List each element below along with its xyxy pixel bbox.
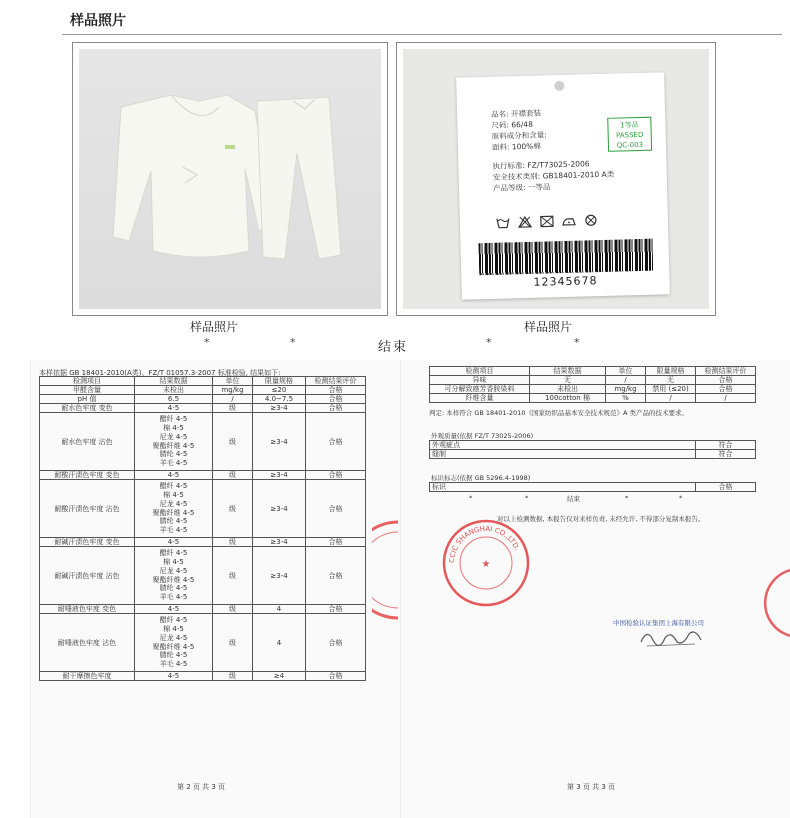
report-table-right (429, 366, 756, 403)
hand-wash-icon (540, 215, 554, 227)
result-line: 尼龙 4-5 (159, 499, 188, 508)
cell-item: 异味 (430, 376, 530, 385)
table-header: 限量规格 (646, 367, 696, 376)
cell-limit: 禁用 (≤20) (646, 385, 696, 394)
separator-star: * (574, 336, 580, 349)
result-line: 聚酯纤维 4-5 (152, 441, 195, 450)
table-row (40, 547, 366, 605)
cell-unit: 级 (213, 480, 253, 538)
table-header: 检测项目 (40, 377, 135, 386)
tag-material-title: 原料成分和含量: (491, 130, 547, 141)
cell-unit: 级 (213, 538, 253, 547)
result-line: 羊毛 4-5 (159, 659, 188, 668)
seal-text: CCIC SHANGHAI CO.,LTD. (447, 524, 522, 564)
svg-text:★: ★ (481, 559, 491, 570)
cell-item: pH 值 (40, 395, 135, 404)
result-line: 聚酯纤维 4-5 (152, 575, 195, 584)
separator-star: * (469, 494, 473, 502)
page-number: 第 2 页 共 3 页 (177, 783, 226, 791)
cell-limit: ≥3-4 (253, 547, 306, 605)
table-row (430, 483, 756, 492)
cell-limit: 4 (253, 614, 306, 672)
table-header: 单位 (213, 377, 253, 386)
cell-unit: 级 (213, 605, 253, 614)
result-line: 聚酯纤维 4-5 (152, 642, 195, 651)
result-line: 棉 4-5 (163, 491, 184, 500)
care-icons (496, 214, 598, 229)
result-line: 羊毛 4-5 (159, 458, 188, 467)
result-line: 醋纤 4-5 (159, 616, 188, 625)
verdict: 判定: 本样符合 GB 18401-2010《国家纺织品基本安全技术规范》A 类产品的技术要求。 (429, 409, 688, 417)
cell-result: 4-5 (135, 672, 213, 681)
cell-result: 4-5 (135, 538, 213, 547)
cell-unit: 级 (213, 672, 253, 681)
table-header-row (430, 367, 756, 376)
cell-eval: 合格 (696, 483, 756, 492)
cell-limit: ≤20 (253, 386, 306, 395)
separator-star: * (204, 336, 210, 349)
tag-material: 面料: 100%棉 (491, 141, 541, 152)
table-header: 检测结果评价 (696, 367, 756, 376)
disclaimer: 对以上检测数据, 本报告仅对来样负责, 未经允许, 不得部分复制本报告。 (497, 515, 705, 523)
label-title: 标识标志(依据 GB 5296.4-1998) (431, 474, 531, 482)
report-page-2 (30, 360, 402, 818)
cell-item: 甲醛含量 (40, 386, 135, 395)
result-line: 羊毛 4-5 (159, 592, 188, 601)
cell-unit: 级 (213, 614, 253, 672)
cell-eval: 合格 (306, 672, 366, 681)
result-line: 腈纶 4-5 (159, 651, 188, 660)
issuing-org: 中国检验认证集团上海有限公司 (613, 619, 704, 627)
cell-limit: 4.0~7.5 (253, 395, 306, 404)
end-label: 结束 (378, 340, 409, 355)
table-row (430, 385, 756, 394)
cell-limit: 4 (253, 605, 306, 614)
tag-grade: 产品等级: 一等品 (492, 182, 551, 193)
table-row (40, 605, 366, 614)
cell-unit: mg/kg (213, 386, 253, 395)
cell-eval: / (696, 394, 756, 403)
report-table-left (39, 376, 366, 681)
cell-results (135, 547, 213, 605)
cell-eval: 合格 (306, 386, 366, 395)
wash-icon (496, 216, 510, 228)
end-stars (469, 494, 472, 502)
cell-limit: 无 (646, 376, 696, 385)
tag-product-name: 品名: 开襟套装 (490, 108, 542, 119)
table-row (40, 672, 366, 681)
cell-item: 耐唾液色牢度 沾色 (40, 614, 135, 672)
cell-limit: ≥3-4 (253, 538, 306, 547)
cell-eval: 合格 (306, 480, 366, 538)
result-line: 羊毛 4-5 (159, 525, 188, 534)
cell-unit: / (606, 376, 646, 385)
cell-item: 耐碱汗渍色牢度 沾色 (40, 547, 135, 605)
table-header: 限量规格 (253, 377, 306, 386)
cell-item: 可分解致癌芳香胺染料 (430, 385, 530, 394)
cell-limit: ≥4 (253, 672, 306, 681)
table-header: 检测项目 (430, 367, 530, 376)
table-header: 检测结果评价 (306, 377, 366, 386)
cell-eval: 合格 (306, 605, 366, 614)
cell-eval: 合格 (306, 471, 366, 480)
tag-hole (554, 81, 564, 91)
cell-result: 4-5 (135, 404, 213, 413)
tag-size: 尺码: 66/48 (491, 119, 534, 130)
cell-item: 耐水色牢度 变色 (40, 404, 135, 413)
cell-unit: mg/kg (606, 385, 646, 394)
caption-left: 样品照片 (190, 320, 239, 334)
caption-right: 样品照片 (524, 320, 573, 334)
cell-limit: ≥3-4 (253, 480, 306, 538)
table-header: 单位 (606, 367, 646, 376)
cell-limit: ≥3-4 (253, 404, 306, 413)
separator-star: * (525, 494, 529, 502)
cell-item: 耐干摩擦色牢度 (40, 672, 135, 681)
cell-eval: 合格 (306, 413, 366, 471)
result-line: 腈纶 4-5 (159, 450, 188, 459)
cell-result: 4-5 (135, 471, 213, 480)
result-line: 醋纤 4-5 (159, 549, 188, 558)
table-row (40, 386, 366, 395)
cell-unit: 级 (213, 413, 253, 471)
cell-eval: 合格 (306, 538, 366, 547)
result-line: 醋纤 4-5 (159, 482, 188, 491)
separator-star: * (486, 336, 492, 349)
cell-eval: 合格 (306, 404, 366, 413)
cell-limit: / (646, 394, 696, 403)
table-header: 结果数据 (530, 367, 606, 376)
table-header: 结果数据 (135, 377, 213, 386)
cell-result: 100cotton 棉 (530, 394, 606, 403)
cell-result: 6.5 (135, 395, 213, 404)
cell-item: 纤维含量 (430, 394, 530, 403)
table-row (430, 376, 756, 385)
company-seal (441, 518, 531, 608)
tag-standard: 执行标准: FZ/T73025-2006 (492, 159, 590, 171)
cell-limit: ≥3-4 (253, 413, 306, 471)
result-line: 尼龙 4-5 (159, 633, 188, 642)
section-title: 样品照片 (70, 13, 126, 29)
cell-result: 未检出 (530, 385, 606, 394)
report-intro: 本样依据 GB 18401-2010(A类)、FZ/T 01057.3-2007 标准检验, 结果如下: (39, 369, 281, 377)
stamp-partial-left (372, 520, 398, 620)
cell-unit: 级 (213, 547, 253, 605)
cell-eval: 符合 (696, 441, 756, 450)
separator-star: * (679, 494, 683, 502)
stamp-partial-right (761, 568, 790, 638)
cell-unit: 级 (213, 471, 253, 480)
cell-eval: 符合 (696, 450, 756, 459)
table-row (40, 538, 366, 547)
cell-item: 缝制 (430, 450, 696, 459)
cell-eval: 合格 (306, 547, 366, 605)
report-page-3 (400, 360, 790, 818)
cell-unit: 级 (213, 404, 253, 413)
cell-result: 无 (530, 376, 606, 385)
sample-photo-right (396, 42, 716, 316)
barcode (478, 239, 653, 276)
separator-star: * (290, 336, 296, 349)
table-row (40, 404, 366, 413)
result-line: 棉 4-5 (163, 558, 184, 567)
result-line: 尼龙 4-5 (159, 432, 188, 441)
cell-results (135, 413, 213, 471)
qc-badge (607, 117, 652, 152)
cell-item: 耐水色牢度 沾色 (40, 413, 135, 471)
label-table (429, 482, 756, 492)
cell-result: 未检出 (135, 386, 213, 395)
result-line: 腈纶 4-5 (159, 584, 188, 593)
table-row (430, 441, 756, 450)
end-line: 结束 (567, 495, 580, 503)
cell-result: 4-5 (135, 605, 213, 614)
cell-item: 外观疵点 (430, 441, 696, 450)
appearance-table (429, 440, 756, 459)
table-row (430, 394, 756, 403)
separator-star: * (625, 494, 629, 502)
title-divider (62, 34, 782, 35)
table-row (40, 480, 366, 538)
cell-item: 耐碱汗渍色牢度 变色 (40, 538, 135, 547)
table-row (40, 413, 366, 471)
appearance-title: 外观质量(依据 FZ/T 73025-2006) (431, 432, 534, 440)
cell-item: 耐酸汗渍色牢度 变色 (40, 471, 135, 480)
result-line: 聚酯纤维 4-5 (152, 508, 195, 517)
product-tag (456, 72, 670, 299)
cell-results (135, 480, 213, 538)
cell-item: 标识 (430, 483, 696, 492)
barcode-number: 12345678 (533, 274, 598, 289)
cell-eval: 合格 (306, 614, 366, 672)
cell-limit: ≥3-4 (253, 471, 306, 480)
cell-item: 耐唾液色牢度 变色 (40, 605, 135, 614)
result-line: 醋纤 4-5 (159, 415, 188, 424)
qc-passed: PASSED (615, 130, 644, 140)
iron-icon (562, 215, 576, 227)
table-row (40, 471, 366, 480)
table-row (40, 395, 366, 404)
page-number: 第 3 页 共 3 页 (567, 783, 616, 791)
cell-eval: 合格 (696, 385, 756, 394)
table-row (430, 450, 756, 459)
cell-results (135, 614, 213, 672)
no-dryclean-icon (584, 214, 598, 226)
result-line: 腈纶 4-5 (159, 517, 188, 526)
result-line: 棉 4-5 (163, 424, 184, 433)
qc-code: QC-003 (616, 140, 644, 150)
table-header-row (40, 377, 366, 386)
baby-clothes-image (79, 49, 381, 309)
result-line: 棉 4-5 (163, 625, 184, 634)
cell-unit: % (606, 394, 646, 403)
result-line: 尼龙 4-5 (159, 566, 188, 575)
table-row (40, 614, 366, 672)
cell-eval: 合格 (306, 395, 366, 404)
qc-grade: 1等品 (620, 120, 639, 130)
tag-safety: 安全技术类别: GB18401-2010 A类 (492, 169, 615, 182)
signature (637, 624, 707, 650)
cell-eval: 合格 (696, 376, 756, 385)
cell-item: 耐酸汗渍色牢度 沾色 (40, 480, 135, 538)
tag-info (491, 106, 615, 194)
no-bleach-icon (518, 216, 532, 228)
cell-unit: / (213, 395, 253, 404)
sample-photo-left (72, 42, 388, 316)
